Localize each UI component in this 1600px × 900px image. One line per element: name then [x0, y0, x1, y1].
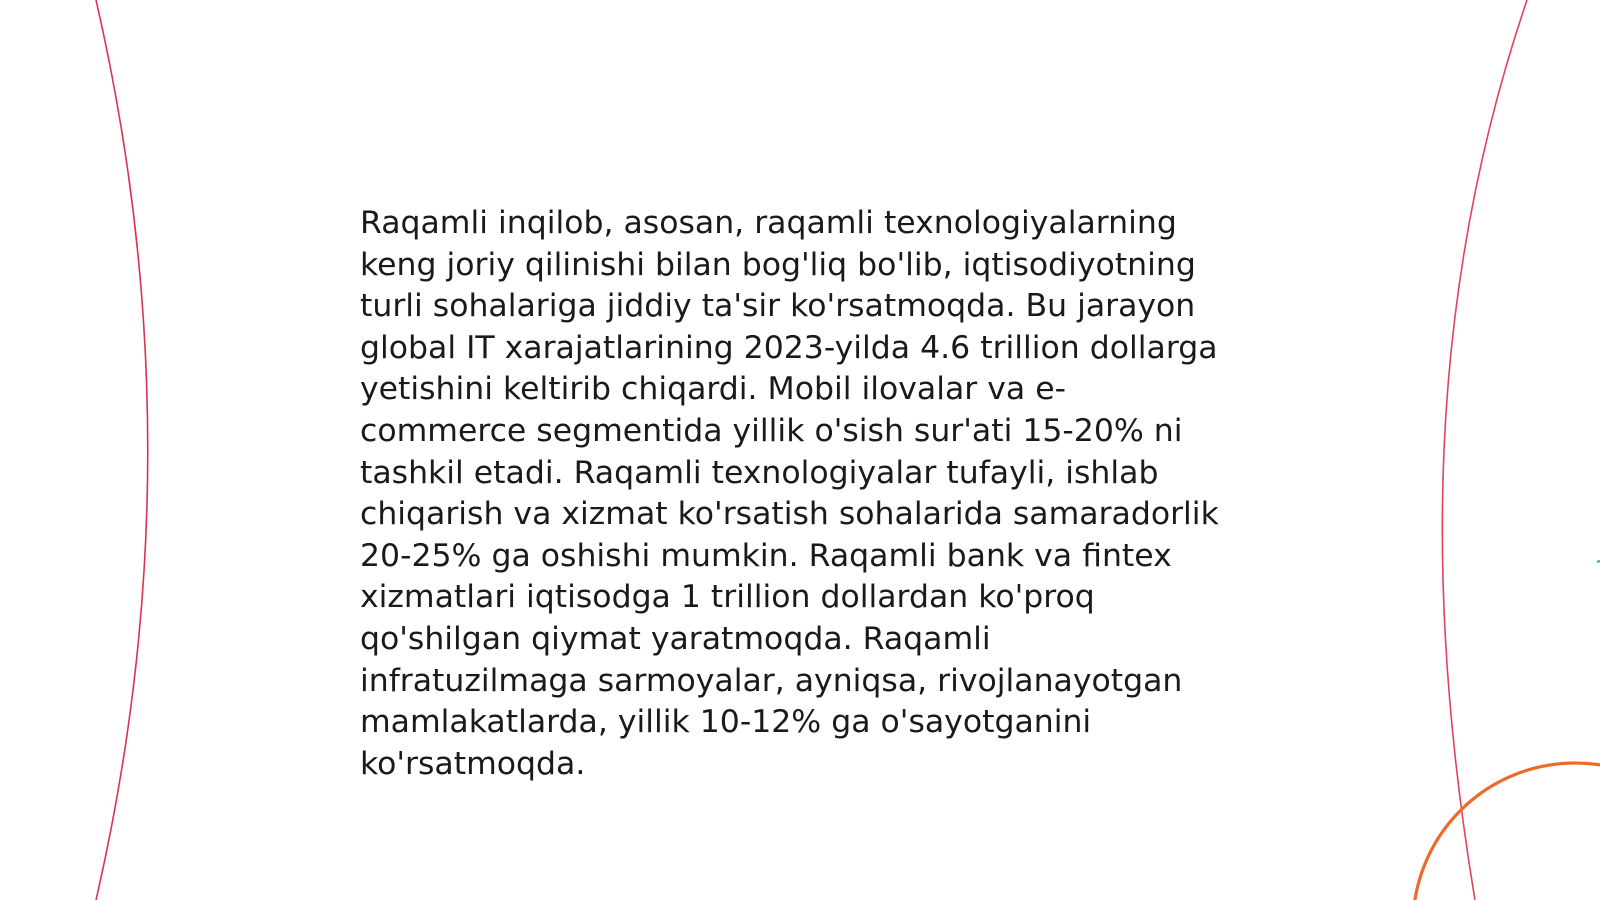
paragraph-line: xizmatlari iqtisodga 1 trillion dollardan ko'proq — [360, 579, 1095, 616]
paragraph-line: commerce segmentida yillik o'sish sur'ati 15-20% ni — [360, 412, 1183, 449]
paragraph-line: 20-25% ga oshishi mumkin. Raqamli bank va fintex — [360, 537, 1172, 574]
paragraph-line: ko'rsatmoqda. — [360, 745, 586, 782]
paragraph-line: mamlakatlarda, yillik 10-12% ga o'sayotganini — [360, 704, 1092, 741]
paragraph-line: keng joriy qilinishi bilan bog'liq bo'lib, iqtisodiyotning — [360, 246, 1196, 283]
right-decorative-arc — [1442, 0, 1527, 900]
paragraph-line: chiqarish va xizmat ko'rsatish sohalarida samaradorlik — [360, 496, 1219, 533]
paragraph-line: infratuzilmaga sarmoyalar, ayniqsa, rivojlanayotgan — [360, 662, 1183, 699]
left-decorative-arc — [96, 0, 148, 900]
paragraph-line: Raqamli inqilob, asosan, raqamli texnologiyalarning — [360, 205, 1177, 241]
orange-decorative-circle — [1413, 763, 1600, 900]
slide-body-text — [360, 203, 1260, 785]
paragraph-line: tashkil etadi. Raqamli texnologiyalar tufayli, ishlab — [360, 454, 1159, 491]
paragraph-line: yetishini keltirib chiqardi. Mobil ilovalar va e- — [360, 371, 1066, 408]
paragraph-line: global IT xarajatlarining 2023-yilda 4.6 trillion dollarga — [360, 329, 1218, 366]
paragraph-line: qo'shilgan qiymat yaratmoqda. Raqamli — [360, 620, 991, 657]
paragraph-line: turli sohalariga jiddiy ta'sir ko'rsatmoqda. Bu jarayon — [360, 288, 1196, 325]
